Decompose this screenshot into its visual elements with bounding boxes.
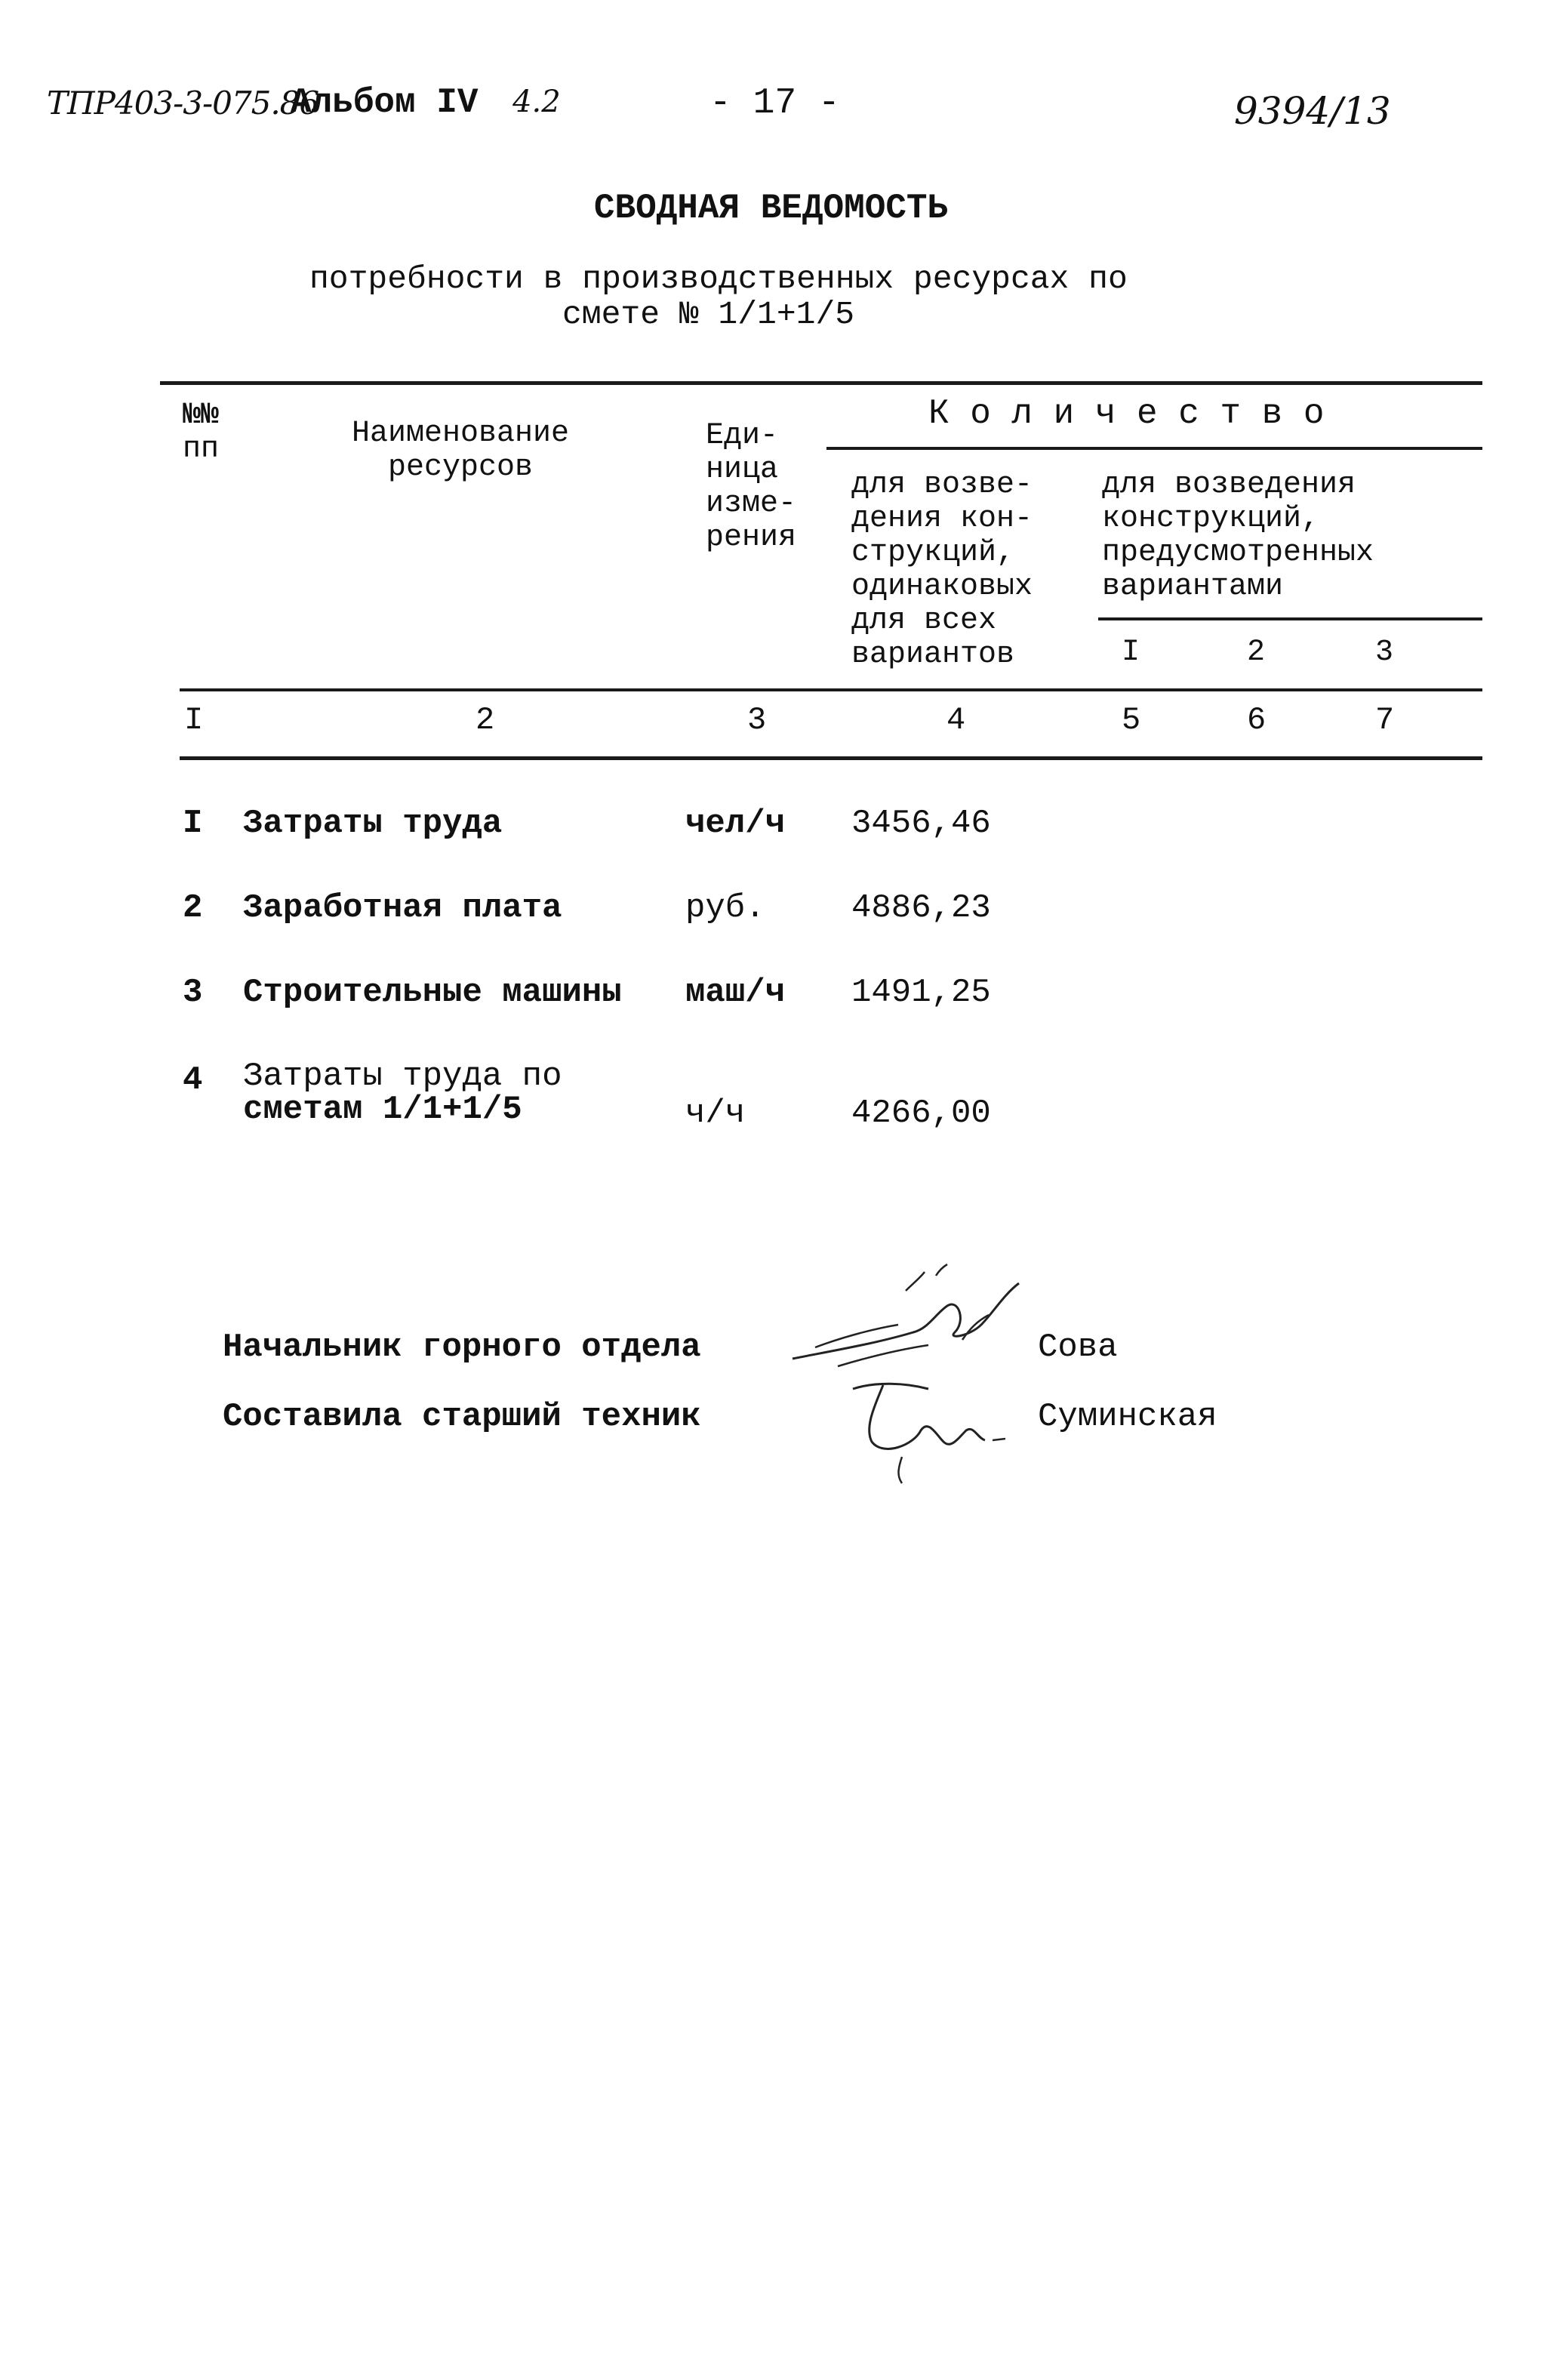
row-unit: ч/ч [685,1095,746,1132]
subtitle-line1: потребности в производственных ресурсах по [309,260,1128,297]
header-bottom-rule [180,688,1482,691]
signature-role-1: Начальник горного отдела [223,1329,701,1366]
column-number-7: 7 [1375,702,1395,738]
row-name: Затраты труда [243,805,503,842]
header-unit-line4: рения [706,521,797,555]
header-variants-line2: конструкций, [1102,502,1320,536]
album-label [291,83,561,122]
column-number-6: 6 [1247,702,1267,738]
row-num: I [183,805,203,842]
variant-number-1: I [1122,636,1140,670]
variant-number-3: 3 [1375,636,1394,670]
header-variants-line4: вариантами [1102,570,1284,604]
row-name: Заработная плата [243,889,562,927]
row-name-line1: Затраты труда по [243,1058,562,1095]
row-common-value: 4886,23 [851,889,991,927]
column-number-4: 4 [946,702,966,738]
signature-name-2: Суминская [1038,1398,1217,1436]
row-unit: маш/ч [685,974,786,1011]
header-common-line4: одинаковых [851,570,1033,604]
header-num [183,399,219,466]
variants-rule [1098,617,1482,620]
quantity-rule [826,447,1482,450]
header-common-line3: струкций, [851,536,1015,570]
page-title: СВОДНАЯ ВЕДОМОСТЬ [593,189,949,228]
header-name-line1: Наименование [351,417,570,451]
row-common-value: 4266,00 [851,1095,991,1132]
row-num: 3 [183,974,203,1011]
row-name-line2: сметам 1/1+1/5 [243,1091,522,1128]
row-num: 2 [183,889,203,927]
page-number: - 17 - [709,83,840,124]
album-text: Альбом IV [291,83,479,122]
column-numbers-rule [180,756,1482,760]
handwritten-signature-1 [785,1261,1034,1389]
row-common-value: 1491,25 [851,974,991,1011]
column-number-5: 5 [1122,702,1141,738]
header-num-line1: №№ [183,399,220,433]
header-unit-line3: изме- [706,487,797,521]
document-code: ТПР403-3-075.86 [47,85,319,122]
header-unit [706,419,796,555]
variant-number-2: 2 [1247,636,1266,670]
header-variants-line3: предусмотренных [1102,536,1374,570]
column-number-1: I [184,702,204,738]
header-name [317,417,604,485]
row-unit: руб. [685,889,765,927]
header-common-line2: дения кон- [851,502,1033,536]
signature-role-2: Составила старший техник [223,1398,701,1436]
doc-number: 9394/13 [1234,89,1391,133]
header-common-line5: для всех [851,604,997,638]
header-variants-line1: для возведения [1102,468,1356,502]
header-variants [1102,468,1374,604]
header-quantity: К о л и ч е с т в о [928,394,1325,433]
signature-name-1: Сова [1038,1329,1118,1366]
header-common-line1: для возве- [851,468,1033,502]
row-unit: чел/ч [685,805,786,842]
header-common [851,468,1033,672]
row-name [243,1060,562,1126]
album-handwritten: 4.2 [512,85,561,119]
row-common-value: 3456,46 [851,805,991,842]
column-number-3: 3 [747,702,767,738]
row-name: Строительные машины [243,974,622,1011]
subtitle-line2: смете № 1/1+1/5 [562,296,855,333]
column-number-2: 2 [476,702,495,738]
header-unit-line1: Еди- [706,419,779,453]
table-top-rule [160,381,1482,385]
row-num: 4 [183,1061,203,1099]
header-num-line2: пп [183,433,220,466]
header-unit-line2: ница [706,453,779,487]
header-common-line6: вариантов [851,638,1015,672]
header-name-line2: ресурсов [387,451,534,485]
handwritten-signature-2 [830,1374,1011,1487]
